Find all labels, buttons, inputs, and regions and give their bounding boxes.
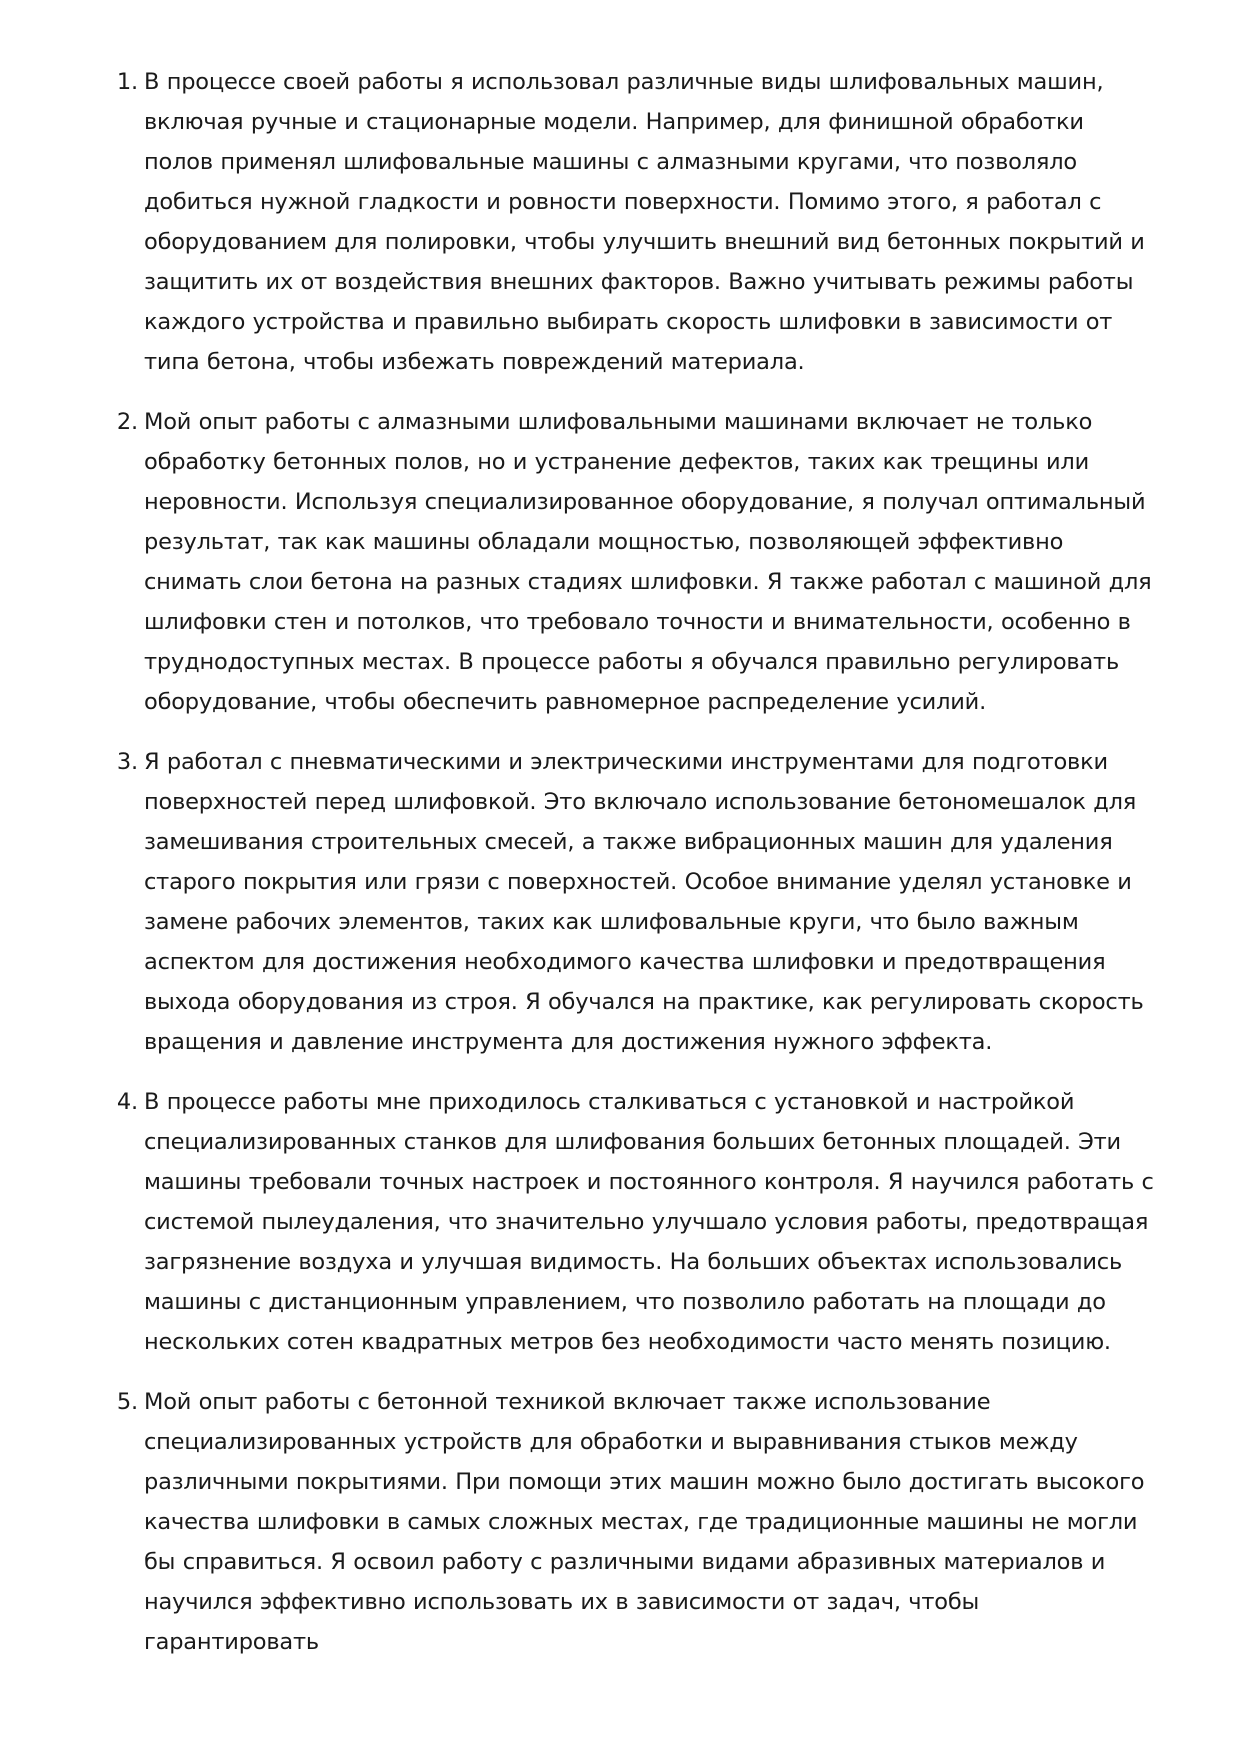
- list-item: [104, 62, 1159, 382]
- list-item: [104, 1382, 1159, 1662]
- list-item-text: В процессе своей работы я использовал различные виды шлифовальных машин, включая ручные и стационарные модели. Например, для финишной обработки полов применял шлифовальные машины с алмазными кругами, что позволяло добиться нужной гладкости и ровности поверхности. Помимо этого, я работал с оборудованием для полировки, чтобы улучшить внешний вид бетонных покрытий и защитить их от воздействия внешних факторов. Важно учитывать режимы работы каждого устройства и правильно выбирать скорость шлифовки в зависимости от типа бетона, чтобы избежать повреждений материала.: [144, 69, 1145, 375]
- list-item-number: 3.: [116, 749, 138, 775]
- list-item-number: 4.: [116, 1089, 138, 1115]
- list-item: [104, 1082, 1159, 1362]
- numbered-list: [104, 62, 1159, 1662]
- list-item-text: В процессе работы мне приходилось сталкиваться с установкой и настройкой специализированных станков для шлифования больших бетонных площадей. Эти машины требовали точных настроек и постоянного контроля. Я научился работать с системой пылеудаления, что значительно улучшало условия работы, предотвращая загрязнение воздуха и улучшая видимость. На больших объектах использовались машины с дистанционным управлением, что позволило работать на площади до нескольких сотен квадратных метров без необходимости часто менять позицию.: [144, 1089, 1154, 1355]
- list-item-number: 5.: [116, 1389, 138, 1415]
- list-item: [104, 742, 1159, 1062]
- list-item-text: Я работал с пневматическими и электрическими инструментами для подготовки поверхностей перед шлифовкой. Это включало использование бетономешалок для замешивания строительных смесей, а также вибрационных машин для удаления старого покрытия или грязи с поверхностей. Особое внимание уделял установке и замене рабочих элементов, таких как шлифовальные круги, что было важным аспектом для достижения необходимого качества шлифовки и предотвращения выхода оборудования из строя. Я обучался на практике, как регулировать скорость вращения и давление инструмента для достижения нужного эффекта.: [144, 749, 1144, 1055]
- list-item-text: Мой опыт работы с алмазными шлифовальными машинами включает не только обработку бетонных полов, но и устранение дефектов, таких как трещины или неровности. Используя специализированное оборудование, я получал оптимальный результат, так как машины обладали мощностью, позволяющей эффективно снимать слои бетона на разных стадиях шлифовки. Я также работал с машиной для шлифовки стен и потолков, что требовало точности и внимательности, особенно в труднодоступных местах. В процессе работы я обучался правильно регулировать оборудование, чтобы обеспечить равномерное распределение усилий.: [144, 409, 1152, 715]
- list-item: [104, 402, 1159, 722]
- list-item-number: 2.: [116, 409, 138, 435]
- list-item-text: Мой опыт работы с бетонной техникой включает также использование специализированных устройств для обработки и выравнивания стыков между различными покрытиями. При помощи этих машин можно было достигать высокого качества шлифовки в самых сложных местах, где традиционные машины не могли бы справиться. Я освоил работу с различными видами абразивных материалов и научился эффективно использовать их в зависимости от задач, чтобы гарантировать: [144, 1389, 1145, 1655]
- list-item-number: 1.: [116, 69, 138, 95]
